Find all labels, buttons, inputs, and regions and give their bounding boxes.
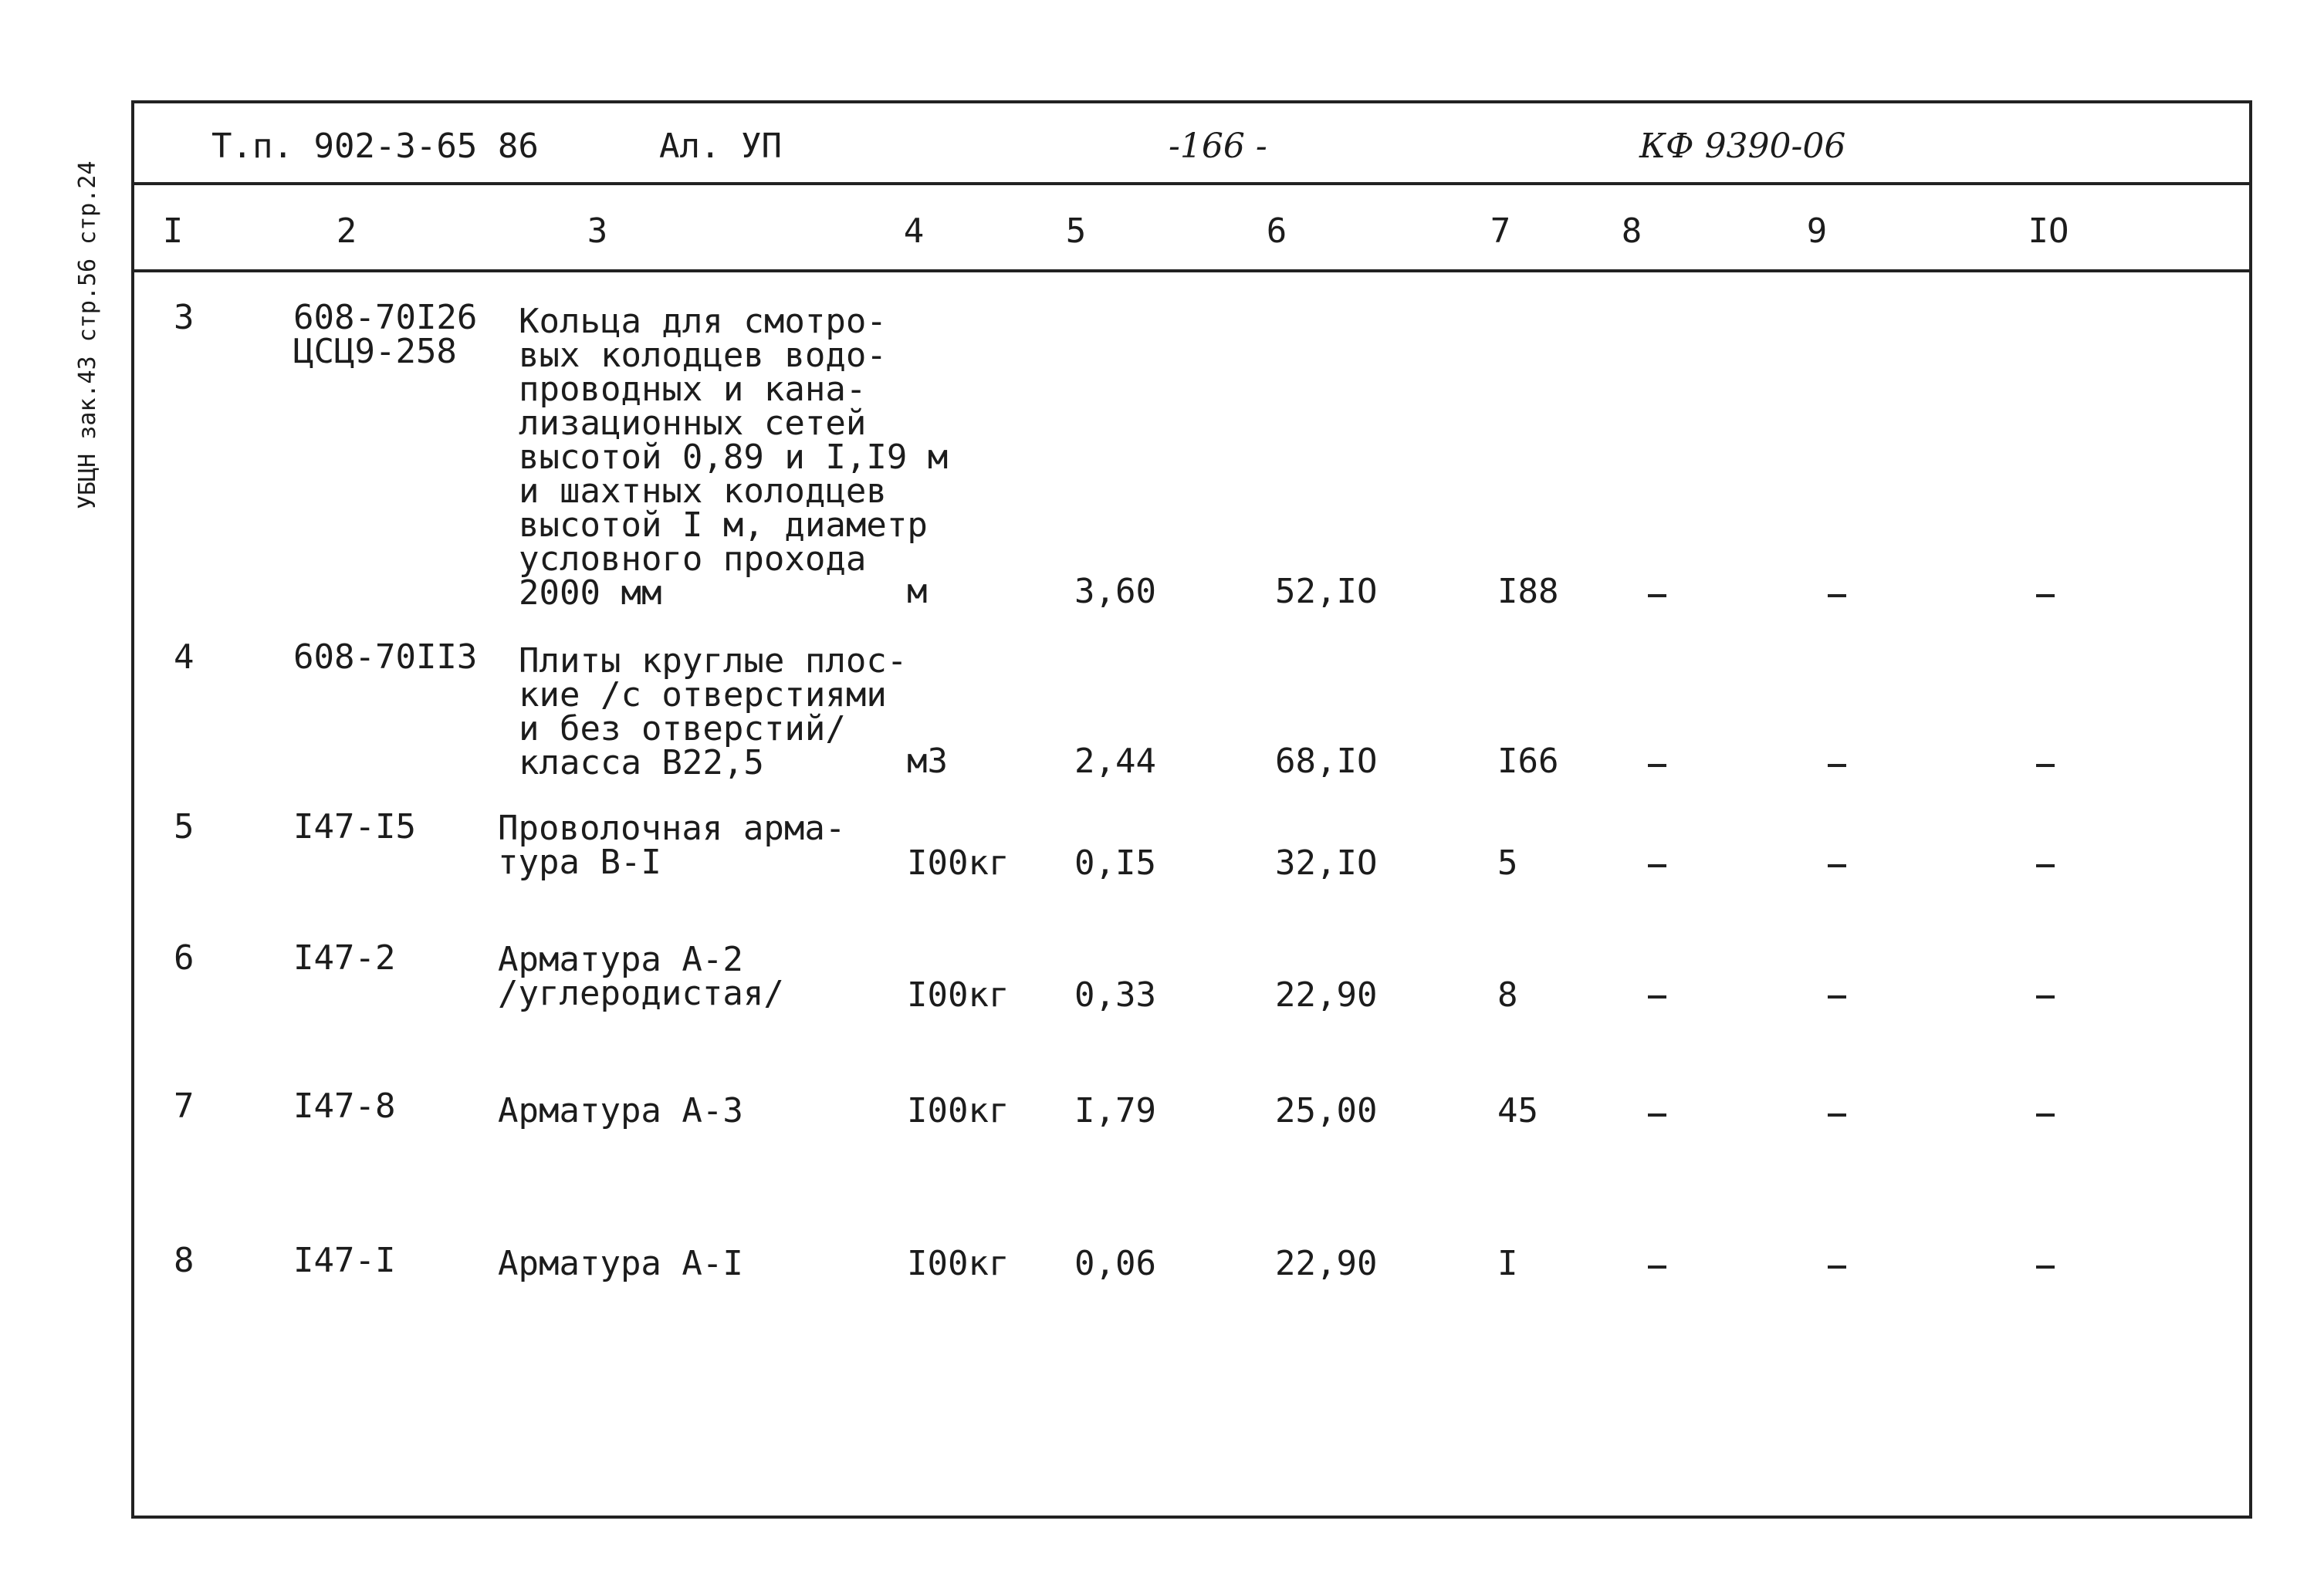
- row-col9-dash: [1828, 864, 1846, 867]
- row-code: I47-I: [293, 1241, 396, 1280]
- row-col8-dash: [1648, 864, 1666, 867]
- column-header-1: I: [162, 211, 184, 251]
- row-number: 6: [174, 938, 195, 978]
- side-stamp: УБЦН зак.43 стр.56 стр.24: [74, 161, 101, 509]
- row-col10-dash: [2036, 1266, 2055, 1269]
- column-header-7: 7: [1490, 211, 1511, 251]
- row-code: I47-I5: [293, 807, 416, 846]
- row-code: I47-8: [293, 1086, 396, 1126]
- row-number: 8: [174, 1241, 195, 1280]
- column-header-10: IO: [2028, 211, 2069, 251]
- row-unit: I00кг: [907, 843, 1010, 883]
- page-number: -166 -: [1169, 127, 1267, 166]
- row-code: 608-70II3: [293, 637, 478, 677]
- row-description: Проволочная арма- тура В-I: [498, 809, 846, 882]
- row-total: I: [1497, 1244, 1518, 1283]
- row-col8-dash: [1648, 764, 1666, 767]
- row-total: 8: [1497, 975, 1518, 1015]
- row-code: I47-2: [293, 938, 396, 978]
- row-number: 3: [174, 298, 195, 337]
- row-number: 7: [174, 1086, 195, 1126]
- column-header-9: 9: [1806, 211, 1828, 251]
- document-code: КФ 9390-06: [1639, 127, 1846, 166]
- row-total: I88: [1497, 572, 1559, 611]
- row-price: 25,00: [1275, 1091, 1378, 1130]
- header-divider: [134, 182, 2249, 185]
- column-header-2: 2: [336, 211, 357, 251]
- row-total: 5: [1497, 843, 1518, 883]
- row-col10-dash: [2036, 864, 2055, 867]
- row-col10-dash: [2036, 995, 2055, 999]
- column-header-8: 8: [1621, 211, 1642, 251]
- row-price: 52,IO: [1275, 572, 1378, 611]
- row-col8-dash: [1648, 594, 1666, 597]
- row-price: 68,IO: [1275, 742, 1378, 781]
- row-description: Арматура А-2 /углеродистая/: [498, 940, 784, 1013]
- album-label: Ал. УП: [659, 127, 782, 166]
- row-col8-dash: [1648, 1113, 1666, 1117]
- row-col9-dash: [1828, 1113, 1846, 1117]
- row-col10-dash: [2036, 764, 2055, 767]
- row-total: 45: [1497, 1091, 1538, 1130]
- row-unit: I00кг: [907, 1091, 1010, 1130]
- row-unit: I00кг: [907, 1244, 1010, 1283]
- row-col9-dash: [1828, 995, 1846, 999]
- row-total: I66: [1497, 742, 1559, 781]
- column-header-4: 4: [903, 211, 925, 251]
- column-header-3: 3: [587, 211, 608, 251]
- row-price: 22,90: [1275, 1244, 1378, 1283]
- row-col9-dash: [1828, 1266, 1846, 1269]
- column-header-5: 5: [1065, 211, 1087, 251]
- row-quantity: 0,06: [1074, 1244, 1156, 1283]
- row-quantity: 0,33: [1074, 975, 1156, 1015]
- column-header-divider: [134, 269, 2249, 272]
- row-description: Плиты круглые плос- кие /с отверстиями и без отверстий/ класса В22,5: [519, 641, 908, 782]
- row-col9-dash: [1828, 594, 1846, 597]
- row-unit: I00кг: [907, 975, 1010, 1015]
- row-description: Арматура А-3: [498, 1091, 743, 1130]
- row-description: Арматура А-I: [498, 1244, 743, 1283]
- row-col10-dash: [2036, 1113, 2055, 1117]
- row-quantity: 2,44: [1074, 742, 1156, 781]
- row-col9-dash: [1828, 764, 1846, 767]
- row-quantity: 0,I5: [1074, 843, 1156, 883]
- row-unit: м3: [907, 742, 948, 781]
- row-col8-dash: [1648, 995, 1666, 999]
- row-col10-dash: [2036, 594, 2055, 597]
- row-price: 32,IO: [1275, 843, 1378, 883]
- column-header-6: 6: [1266, 211, 1287, 251]
- row-unit: м: [907, 572, 928, 611]
- row-quantity: 3,60: [1074, 572, 1156, 611]
- row-price: 22,90: [1275, 975, 1378, 1015]
- row-number: 4: [174, 637, 195, 677]
- row-quantity: I,79: [1074, 1091, 1156, 1130]
- row-col8-dash: [1648, 1266, 1666, 1269]
- row-description: Кольца для смотро- вых колодцев водо- проводных и кана- лизационных сетей высотой 0,89 и I,I9 м и шахтных колодцев высотой I м, диаметр условного прохода 2000 мм: [519, 302, 949, 613]
- project-number: Т.п. 902-3-65 86: [211, 127, 539, 166]
- row-number: 5: [174, 807, 195, 846]
- row-code: 608-70I26 ЦСЦ9-258: [293, 298, 478, 371]
